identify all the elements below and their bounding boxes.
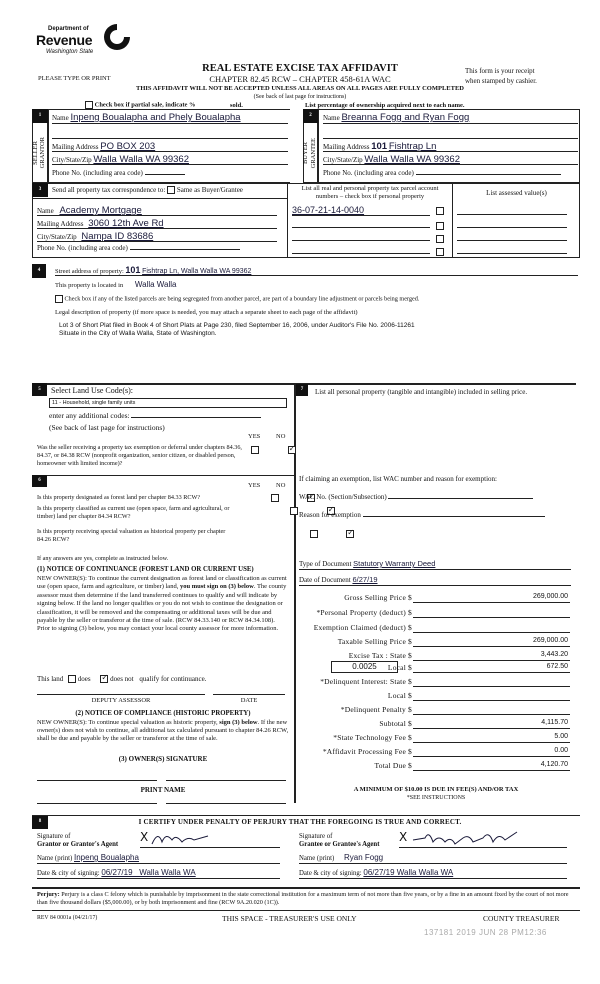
processing-fee-row: *Affidavit Processing Fee $ 0.00 [322,747,568,756]
receipt-note-2: when stamped by cashier. [465,77,537,85]
taxable-selling-price-row: Taxable Selling Price $ 269,000.00 [337,637,568,646]
logo-line1: Department of [48,26,89,32]
excise-local-field[interactable]: 672.50 [413,663,570,673]
doc-type-field[interactable]: Statutory Warranty Deed [353,559,436,568]
personal-property-deduct-row: *Personal Property (deduct) $ [300,608,590,620]
form-title: REAL ESTATE EXCISE TAX AFFIDAVIT [202,63,398,74]
grantor-sig-label: Signature of Grantor or Grantor's Agent [37,833,119,848]
buyer-side-label: BUYER GRANTEE [303,123,318,183]
seller-mailing-row: Mailing Address PO BOX 203 [52,141,288,152]
parcel-number-field[interactable] [292,231,430,241]
logo-line2: Revenue [36,32,93,48]
buyer-city-field[interactable]: Walla Walla WA 99362 [364,154,460,165]
delinquent-interest-state-field[interactable] [413,677,570,687]
section-number-7: 7 [296,384,308,396]
dor-swirl-logo-icon [102,22,132,52]
section-number-6: 6 [32,475,47,487]
does-qualify-checkbox[interactable] [68,675,76,683]
parcel-number-field[interactable] [292,218,430,228]
grantee-date-row: Date & city of signing: 06/27/19 Walla Walla WA [299,868,567,879]
grantor-date-row: Date & city of signing: 06/27/19 Walla Walla WA [37,868,280,879]
treasurer-stamp: 137181 2019 JUN 28 PM12:36 [424,928,547,937]
section-number-1: 1 [32,109,48,123]
doc-date-row: Date of Document 6/27/19 [299,575,571,586]
grantee-sig-label: Signature of Grantee or Grantee's Agent [299,833,380,848]
correspondence-city-row: City/State/Zip Nampa ID 83686 [37,231,277,242]
grantee-signature-scribble [411,830,521,848]
parcel-row [292,218,448,229]
legal-description-line1[interactable]: Lot 3 of Short Plat filed in Book 4 of Short Plats at Page 230, filed September 16, 2006, under Auditor's File No. 2006-11261 [59,322,415,329]
continuance-row: This land does ✓ does not qualify for continuance. [37,675,206,683]
exemption-no-checkbox[interactable] [288,446,296,454]
section-number-2: 2 [303,109,318,123]
buyer-mailing-number[interactable]: 101 [371,141,388,152]
correspondence-phone-row: Phone No. (including area code) [37,244,277,255]
notice1-title: (1) NOTICE OF CONTINUANCE (FOREST LAND OR CURRENT USE) [37,566,254,573]
buyer-city-row: City/State/Zip Walla Walla WA 99362 [323,154,578,165]
assessed-value-field[interactable] [457,227,567,228]
forest-land-question: Is this property designated as forest land per chapter 84.33 RCW? [37,494,201,501]
owner-sig-line-1[interactable] [37,780,157,781]
dor-logo [36,22,136,66]
reason-row: Reason for exemption [299,511,545,519]
segregated-checkbox[interactable] [55,295,63,303]
additional-codes-field[interactable] [131,417,261,418]
personal-property-label: List all personal property (tangible and intangible) included in selling price. [315,388,528,396]
grantor-name-row: Name (print) Inpeng Boualapha [37,853,280,864]
instructions-note: (See back of last page for instructions) [253,94,347,100]
section-number-4: 4 [32,264,46,278]
forest-land-yes-checkbox[interactable] [271,494,279,502]
wac-row: WAC No. (Section/Subsection) [299,493,533,501]
processing-fee-field[interactable]: 0.00 [413,747,570,757]
treasurer-use-only: THIS SPACE - TREASURER'S USE ONLY [222,914,357,923]
doc-date-field[interactable]: 6/27/19 [352,575,378,584]
total-due-row: Total Due $ 4,120.70 [374,761,568,770]
see-instructions: *SEE INSTRUCTIONS [406,795,466,801]
delinquent-penalty-field[interactable] [413,705,570,715]
date-label: DATE [240,697,258,704]
personal-property-checkbox[interactable] [436,207,444,215]
located-row: This property is located in Walla Walla [55,280,177,289]
seller-mailing-field[interactable]: PO BOX 203 [100,141,156,152]
excise-state-row: Excise Tax : State $ 3,443.20 [348,651,568,660]
delinquent-interest-local-row: Local $ [300,691,590,703]
partial-sale-row [85,101,196,109]
assessor-date-line[interactable] [213,694,285,695]
correspondence-name-row: Name Academy Mortgage [37,205,277,216]
reason-field[interactable] [363,516,545,517]
subtotal-row: Subtotal $ 4,115.70 [379,719,568,728]
located-field[interactable]: Walla Walla [134,280,177,289]
parcel-row [292,205,448,216]
technology-fee-row: *State Technology Fee $ 5.00 [333,733,568,742]
delinquent-penalty-row: *Delinquent Penalty $ [300,705,590,717]
correspondence-mailing-field[interactable]: 3060 12th Ave Rd [88,218,164,229]
parcel-number-field[interactable]: 36-07-21-14-0040 [292,205,430,216]
correspondence-name-field[interactable]: Academy Mortgage [59,205,142,216]
owner-sig-line-2[interactable] [166,780,286,781]
certify-statement: I CERTIFY UNDER PENALTY OF PERJURY THAT THE FOREGOING IS TRUE AND CORRECT. [138,818,462,826]
total-due-field[interactable]: 4,120.70 [413,761,570,771]
grantor-name-field[interactable]: Inpeng Boualapha [74,853,139,862]
correspondence-mailing-row: Mailing Address 3060 12th Ave Rd [37,218,277,229]
no-header-6: NO [276,482,286,489]
grantor-date-field[interactable]: 06/27/19 Walla Walla WA [101,868,196,877]
assessed-value-field[interactable] [457,214,567,215]
exemption-intro: If claiming an exemption, list WAC number and reason for exemption: [299,475,497,483]
buyer-phone-field[interactable] [416,174,561,175]
current-use-question: Is this property classified as current use (open space, farm and agricultural, or timber) land per chapter 84.34 RCW? [37,505,230,520]
exemption-yes-checkbox[interactable] [251,446,259,454]
seller-phone-row: Phone No. (including area code) [52,169,288,180]
doc-type-row: Type of Document Statutory Warranty Deed [299,559,571,570]
print-name-label: PRINT NAME [140,786,186,794]
seller-side-label: SELLER GRANTOR [32,123,48,183]
additional-codes-row: enter any additional codes: [49,411,261,420]
grantee-name-field[interactable]: Ryan Fogg [344,853,384,862]
minimum-note: A MINIMUM OF $10.00 IS DUE IN FEE(S) AND/OR TAX [353,786,519,793]
section-number-8: 8 [32,815,48,829]
see-back-note: (See back of last page for instructions) [49,423,165,432]
completion-warning: THIS AFFIDAVIT WILL NOT BE ACCEPTED UNLESS ALL AREAS ON ALL PAGES ARE FULLY COMPLETED [136,85,464,92]
delinquent-interest-local-field[interactable] [413,691,570,701]
gross-selling-price-field[interactable]: 269,000.00 [413,593,570,603]
county-treasurer: COUNTY TREASURER [483,914,560,923]
parcel-row [292,244,448,255]
notice1-text: NEW OWNER(S): To continue the current designation as forest land or classification as current use (open space, farm and agriculture, or timber) land, you must sign on (3) below. The county assessor must then determine if the land transferred continues to qualify and will indicate by signing below. If the land no longer qualifies or you do not wish to continue the designation or classification, it will be removed and the compensating or additional taxes will be due and payable by the seller or transferor at the time of sale. (RCW 84.33.140 or RCW 84.34.108). Prior to signing (3) below, you may contact your local county assessor for more information. [37,575,287,633]
no-header-5: NO [276,433,286,440]
seller-name-field[interactable]: Inpeng Boualapha and Phely Boualapha [70,112,241,123]
please-type: PLEASE TYPE OR PRINT [38,75,111,82]
street-address-row: Street address of property: 101 Fishtrap Ln, Walla Walla WA 99362 [55,265,578,276]
personal-property-deduct-field[interactable] [413,608,570,618]
technology-fee-field[interactable]: 5.00 [413,733,570,743]
if-yes-note: If any answers are yes, complete as instructed below. [37,555,169,562]
historical-yes-checkbox[interactable] [310,530,318,538]
does-not-qualify-checkbox[interactable] [100,675,108,683]
form-subtitle: CHAPTER 82.45 RCW – CHAPTER 458-61A WAC [209,74,391,84]
partial-sale-suffix: sold. [230,102,243,109]
yes-header-5: YES [248,433,261,440]
wac-field[interactable] [388,498,533,499]
street-number[interactable]: 101 [125,265,141,275]
form-number: REV 84 0001a (04/21/17) [37,915,98,921]
partial-sale-label: Check box if partial sale, indicate % [94,101,196,109]
current-use-yes-checkbox[interactable] [290,507,298,515]
personal-property-checkbox[interactable] [436,248,444,256]
yes-header-6: YES [248,482,261,489]
owner-signature-title: (3) OWNER(S) SIGNATURE [118,755,208,763]
street-address-field[interactable]: Fishtrap Ln, Walla Walla WA 99362 [142,268,252,275]
print-name-line-1[interactable] [37,803,157,804]
exemption-claimed-row: Exemption Claimed (deduct) $ [300,623,590,635]
seller-name-row: Name Inpeng Boualapha and Phely Boualapha [52,112,288,124]
land-use-label: Select Land Use Code(s): [51,386,133,395]
same-as-buyer-checkbox[interactable] [167,186,175,194]
excise-state-field[interactable]: 3,443.20 [413,651,570,661]
ownership-note: List percentage of ownership acquired next to each name. [305,102,465,109]
deputy-assessor-label: DEPUTY ASSESSOR [91,697,151,704]
personal-property-checkbox[interactable] [436,235,444,243]
send-correspondence-row: Send all property tax correspondence to: Same as Buyer/Grantee [52,186,243,194]
historical-question: Is this property receiving special valuation as historical property per chapter 84.26 RCW? [37,528,226,543]
personal-property-checkbox[interactable] [436,222,444,230]
exemption-claimed-field[interactable] [413,623,570,633]
segregated-row: Check box if any of the listed parcels are being segregated from another parcel, are part of a boundary line adjustment or parcels being merged. [55,295,419,303]
legal-description-line2[interactable]: Situate in the City of Walla Walla, State of Washington. [59,330,217,337]
assessed-value-field[interactable] [457,240,567,241]
legal-description-label: Legal description of property (if more space is needed, you may attach a separate sheet to each page of the affidavit) [55,309,358,316]
land-use-select[interactable]: 11 - Household, single family units [49,398,287,408]
parcel-header: List all real and personal property tax parcel account numbers – check box if personal property [301,185,439,200]
perjury-notice: Perjury: Perjury is a class C felony which is punishable by imprisonment in the state correctional institution for a maximum term of not more than five years, or by a fine in an amount fixed by the court of not more than five thousand dollars ($5,000.00), or by both imprisonment and fine (RCW 9A.20.020 (1C)). [37,891,569,906]
buyer-phone-row: Phone No. (including area code) [323,169,578,180]
section-number-3: 3 [32,183,48,197]
assessed-header: List assessed value(s) [486,189,547,197]
buyer-name-row: Name Breanna Fogg and Ryan Fogg [323,112,578,124]
receipt-note-1: This form is your receipt [465,67,535,75]
print-name-line-2[interactable] [166,803,286,804]
taxable-selling-price-field[interactable]: 269,000.00 [413,637,570,647]
correspondence-city-field[interactable]: Nampa ID 83686 [81,231,154,242]
subtotal-field[interactable]: 4,115.70 [413,719,570,729]
deputy-assessor-sig-line[interactable] [37,694,205,695]
grantee-signature-field[interactable]: X [399,830,567,848]
buyer-mailing-field[interactable]: Fishtrap Ln [388,141,437,152]
grantor-signature-field[interactable]: X [140,830,280,848]
excise-local-row: Local $ 672.50 [387,663,568,672]
notice2-title: (2) NOTICE OF COMPLIANCE (HISTORIC PROPERTY) [75,710,251,717]
historical-no-checkbox[interactable] [346,530,354,538]
parcel-row [292,231,448,242]
exemption-question: Was the seller receiving a property tax exemption or deferral under chapters 84.36, 84.37, or 84.38 RCW (nonprofit organization, senior citizen, or disabled person, homeowner with limited income)? [37,444,242,467]
partial-sale-checkbox[interactable] [85,101,93,109]
notice2-text: NEW OWNER(S): To continue special valuation as historic property, sign (3) below. If the new owner(s) does not wish to continue, all additional tax calculated pursuant to chapter 84.26 RCW, shall be due and payable by the seller or transferor at the time of sale. [37,719,289,742]
logo-line3: Washington State [46,49,94,55]
grantee-date-field[interactable]: 06/27/19 Walla Walla WA [363,868,454,877]
gross-selling-price-row: Gross Selling Price $ 269,000.00 [344,593,568,602]
grantor-signature-scribble [150,830,210,848]
assessed-value-field[interactable] [457,253,567,254]
local-rate-box[interactable]: 0.0025 [331,661,398,673]
buyer-mailing-row: Mailing Address 101 Fishtrap Ln [323,141,578,152]
buyer-name-field[interactable]: Breanna Fogg and Ryan Fogg [341,112,470,123]
section-number-5: 5 [32,383,47,396]
seller-city-field[interactable]: Walla Walla WA 99362 [93,154,189,165]
seller-city-row: City/State/Zip Walla Walla WA 99362 [52,154,288,165]
delinquent-interest-state-row: *Delinquent Interest: State $ [300,677,590,689]
parcel-number-field[interactable] [292,244,430,254]
grantee-name-row: Name (print) Ryan Fogg [299,853,567,864]
seller-phone-field[interactable] [145,174,185,175]
correspondence-phone-field[interactable] [130,249,240,250]
